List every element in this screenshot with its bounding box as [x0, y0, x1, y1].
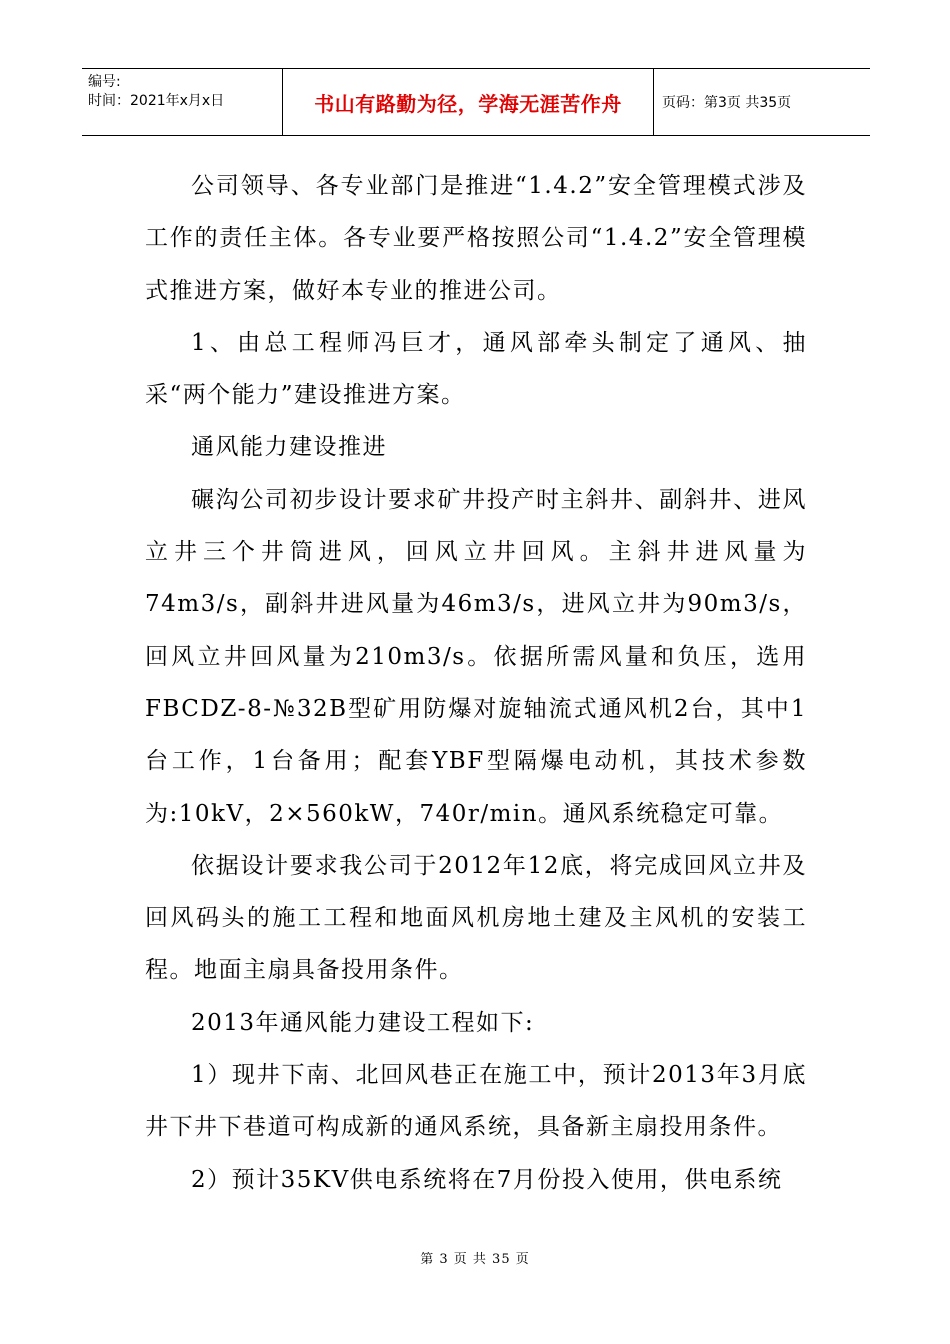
paragraph: 公司领导、各专业部门是推进“1.4.2”安全管理模式涉及工作的责任主体。各专业要严格按照公司“1.4.2”安全管理模式推进方案，做好本专业的推进公司。 — [145, 173, 807, 304]
paragraph: 1、由总工程师冯巨才，通风部牵头制定了通风、抽采“两个能力”建设推进方案。 — [145, 329, 807, 409]
paragraph: 碾沟公司初步设计要求矿井投产时主斜井、副斜井、进风立井三个井筒进风，回风立井回风。主斜井进风量为74m3/s，副斜井进风量为46m3/s，进风立井为90m3/s，回风立井回风量为210m3/s。依据所需风量和负压，选用FBCDZ-8-№32B型矿用防爆对旋轴流式通风机2台，其中1台工作，1台备用；配套YBF型隔爆电动机，其技术参数为:10kV，2×560kW，740r/min。通风系统稳定可靠。 — [145, 486, 807, 827]
document-time-label: 时间：2021年x月x日 — [88, 93, 225, 109]
header-motto: 书山有路勤为径，学海无涯苦作舟 — [282, 69, 654, 135]
page-header — [82, 68, 870, 136]
page-footer: 第 3 页 共 35 页 — [420, 1252, 530, 1267]
paragraph: 2）预计35KV供电系统将在7月份投入使用，供电系统 — [191, 1166, 783, 1193]
header-meta — [82, 69, 282, 135]
paragraph: 1）现井下南、北回风巷正在施工中，预计2013年3月底井下井下巷道可构成新的通风系统，具备新主扇投用条件。 — [145, 1062, 807, 1141]
section-heading: 通风能力建设推进 — [191, 434, 387, 461]
paragraph: 2013年通风能力建设工程如下: — [191, 1009, 535, 1036]
paragraph: 依据设计要求我公司于2012年12底，将完成回风立井及回风码头的施工工程和地面风机房地土建及主风机的安装工程。地面主扇具备投用条件。 — [145, 852, 807, 984]
header-page-code: 页码：第3页 共35页 — [662, 95, 792, 111]
document-body — [145, 160, 807, 1206]
document-number-label: 编号: — [88, 74, 121, 90]
